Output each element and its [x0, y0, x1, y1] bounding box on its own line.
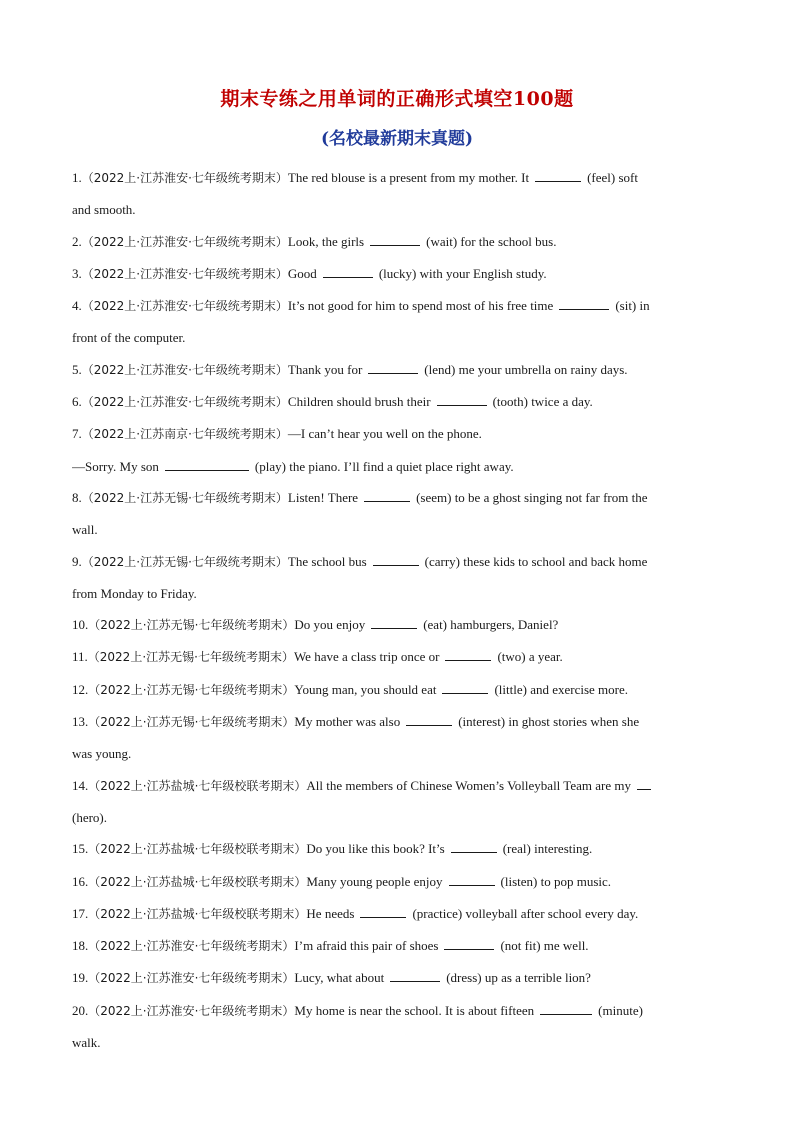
answer-blank[interactable]	[445, 647, 491, 661]
question-source: （2022上·江苏无锡·七年级统考期末）	[88, 715, 295, 730]
question-text: Do you like this book? It’s	[306, 841, 445, 857]
question-line	[72, 609, 722, 641]
question-source: （2022上·江苏淮安·七年级统考期末）	[81, 266, 288, 281]
question-continuation: from Monday to Friday.	[72, 585, 197, 601]
answer-blank[interactable]	[437, 392, 487, 406]
question-line	[72, 258, 722, 290]
question-text: We have a class trip once or	[293, 649, 440, 665]
question-line	[72, 770, 722, 802]
question-line	[72, 418, 722, 450]
question-line	[72, 674, 722, 706]
answer-blank[interactable]	[364, 488, 410, 502]
question-source: （2022上·江苏淮安·七年级统考期末）	[81, 395, 288, 410]
question-line	[72, 866, 722, 898]
question-line	[72, 833, 722, 865]
question-number: 15.	[72, 841, 89, 857]
answer-blank[interactable]	[442, 680, 488, 694]
question-hint: (sit) in	[615, 298, 650, 314]
question-source: （2022上·江苏南京·七年级统考期末）	[81, 427, 288, 442]
question-text: Lucy, what about	[294, 970, 385, 986]
question-text: Thank you for	[287, 361, 363, 377]
answer-blank[interactable]	[390, 968, 440, 982]
question-line	[72, 930, 722, 962]
question-source: （2022上·江苏淮安·七年级统考期末）	[88, 971, 295, 986]
question-hint: (not fit) me well.	[500, 938, 589, 954]
question-number: 19.	[72, 970, 89, 986]
question-hint: (lend) me your umbrella on rainy days.	[424, 361, 628, 377]
question-text: He needs	[306, 905, 355, 921]
question-number: 7.	[72, 426, 82, 442]
answer-blank[interactable]	[406, 712, 452, 726]
question-number: 4.	[72, 298, 82, 314]
answer-blank[interactable]	[451, 839, 497, 853]
question-text: My home is near the school. It is about fifteen	[294, 1002, 535, 1018]
answer-blank[interactable]	[637, 776, 651, 790]
answer-blank[interactable]	[165, 457, 249, 471]
question-list	[72, 162, 722, 1058]
question-hint: (minute)	[598, 1002, 643, 1018]
question-text: —Sorry. My son	[72, 458, 159, 474]
question-hint: (listen) to pop music.	[500, 873, 612, 889]
question-hint: (wait) for the school bus.	[426, 233, 557, 249]
question-number: 10.	[72, 617, 89, 633]
question-text: The school bus	[287, 553, 367, 569]
question-hint: (eat) hamburgers, Daniel?	[423, 617, 559, 633]
page-title: 期末专练之用单词的正确形式填空100题	[220, 88, 574, 110]
question-source: （2022上·江苏无锡·七年级统考期末）	[88, 618, 295, 633]
question-continuation: wall.	[72, 522, 98, 538]
question-source: （2022上·江苏无锡·七年级统考期末）	[88, 682, 295, 697]
question-text: Many young people enjoy	[306, 873, 443, 889]
question-line	[72, 706, 722, 738]
question-text: Listen! There	[287, 489, 359, 505]
question-line	[72, 546, 722, 578]
question-number: 9.	[72, 553, 82, 569]
answer-blank[interactable]	[444, 936, 494, 950]
question-line	[72, 226, 722, 258]
answer-blank[interactable]	[370, 232, 420, 246]
question-hint: (two) a year.	[497, 649, 563, 665]
question-line	[72, 162, 722, 194]
question-continuation: and smooth.	[72, 202, 136, 218]
question-text: Look, the girls	[287, 233, 365, 249]
question-text: Young man, you should eat	[294, 681, 437, 697]
question-text: I’m afraid this pair of shoes	[294, 938, 439, 954]
question-number: 6.	[72, 394, 82, 410]
question-source: （2022上·江苏淮安·七年级统考期末）	[81, 171, 288, 185]
question-line	[72, 995, 722, 1027]
question-hint: (dress) up as a terrible lion?	[446, 970, 591, 986]
question-line	[72, 641, 722, 673]
question-source: （2022上·江苏盐城·七年级校联考期末）	[88, 906, 307, 921]
question-source: （2022上·江苏淮安·七年级统考期末）	[81, 299, 288, 314]
answer-blank[interactable]	[449, 872, 495, 886]
question-hint: (tooth) twice a day.	[492, 394, 593, 410]
question-source: （2022上·江苏淮安·七年级统考期末）	[88, 1003, 295, 1018]
question-source: （2022上·江苏无锡·七年级统考期末）	[87, 650, 294, 665]
question-number: 8.	[72, 489, 82, 505]
question-line	[72, 451, 722, 482]
question-number: 16.	[72, 873, 89, 889]
question-hint: (play) the piano. I’ll find a quiet place right away.	[254, 458, 514, 474]
question-hint: (lucky) with your English study.	[378, 265, 547, 281]
question-number: 12.	[72, 681, 89, 697]
question-source: （2022上·江苏盐城·七年级校联考期末）	[88, 842, 307, 857]
question-number: 13.	[72, 714, 89, 730]
question-continuation: was young.	[72, 746, 132, 762]
answer-blank[interactable]	[323, 264, 373, 278]
answer-blank[interactable]	[559, 296, 609, 310]
question-text: —I can’t hear you well on the phone.	[287, 426, 482, 442]
question-source: （2022上·江苏盐城·七年级校联考期末）	[88, 874, 307, 889]
question-number: 14.	[72, 777, 89, 793]
answer-blank[interactable]	[535, 168, 581, 182]
question-text: Children should brush their	[287, 394, 431, 410]
question-line	[72, 386, 722, 418]
answer-blank[interactable]	[540, 1001, 592, 1015]
question-hint: (practice) volleyball after school every day.	[412, 905, 639, 921]
question-number: 18.	[72, 938, 89, 954]
question-source: （2022上·江苏无锡·七年级统考期末）	[81, 490, 288, 505]
question-number: 20.	[72, 1002, 89, 1018]
question-continuation: front of the computer.	[72, 330, 186, 346]
question-number: 1.	[72, 170, 82, 185]
question-source: （2022上·江苏无锡·七年级统考期末）	[81, 554, 288, 569]
question-text: All the members of Chinese Women’s Volleyball Team are my	[306, 777, 631, 793]
question-hint: (seem) to be a ghost singing not far from the	[416, 489, 648, 505]
question-source: （2022上·江苏淮安·七年级统考期末）	[81, 362, 288, 377]
question-continuation: (hero).	[72, 809, 108, 825]
question-hint: (feel) soft	[587, 170, 638, 185]
question-line	[72, 290, 722, 322]
question-number: 2.	[72, 233, 82, 249]
question-text: Do you enjoy	[294, 617, 366, 633]
question-text: The red blouse is a present from my mother. It	[287, 170, 530, 185]
question-number: 3.	[72, 265, 82, 281]
answer-blank[interactable]	[373, 552, 419, 566]
question-text: Good	[287, 265, 317, 281]
question-text: It’s not good for him to spend most of his free time	[287, 298, 554, 314]
question-line	[72, 354, 722, 386]
question-continuation: walk.	[72, 1035, 101, 1051]
question-hint: (interest) in ghost stories when she	[458, 714, 640, 730]
question-source: （2022上·江苏淮安·七年级统考期末）	[88, 939, 295, 954]
answer-blank[interactable]	[368, 360, 418, 374]
question-hint: (carry) these kids to school and back home	[424, 553, 648, 569]
question-number: 5.	[72, 361, 82, 377]
question-source: （2022上·江苏淮安·七年级统考期末）	[81, 234, 288, 249]
question-text: My mother was also	[294, 714, 401, 730]
answer-blank[interactable]	[371, 615, 417, 629]
question-hint: (real) interesting.	[502, 841, 593, 857]
answer-blank[interactable]	[360, 904, 406, 918]
question-line	[72, 898, 722, 930]
question-hint: (little) and exercise more.	[494, 681, 629, 697]
question-line	[72, 962, 722, 994]
question-number: 11.	[72, 649, 88, 665]
question-source: （2022上·江苏盐城·七年级校联考期末）	[88, 778, 307, 793]
question-number: 17.	[72, 905, 89, 921]
page-subtitle: (名校最新期末真题)	[320, 129, 474, 149]
question-line	[72, 482, 722, 514]
